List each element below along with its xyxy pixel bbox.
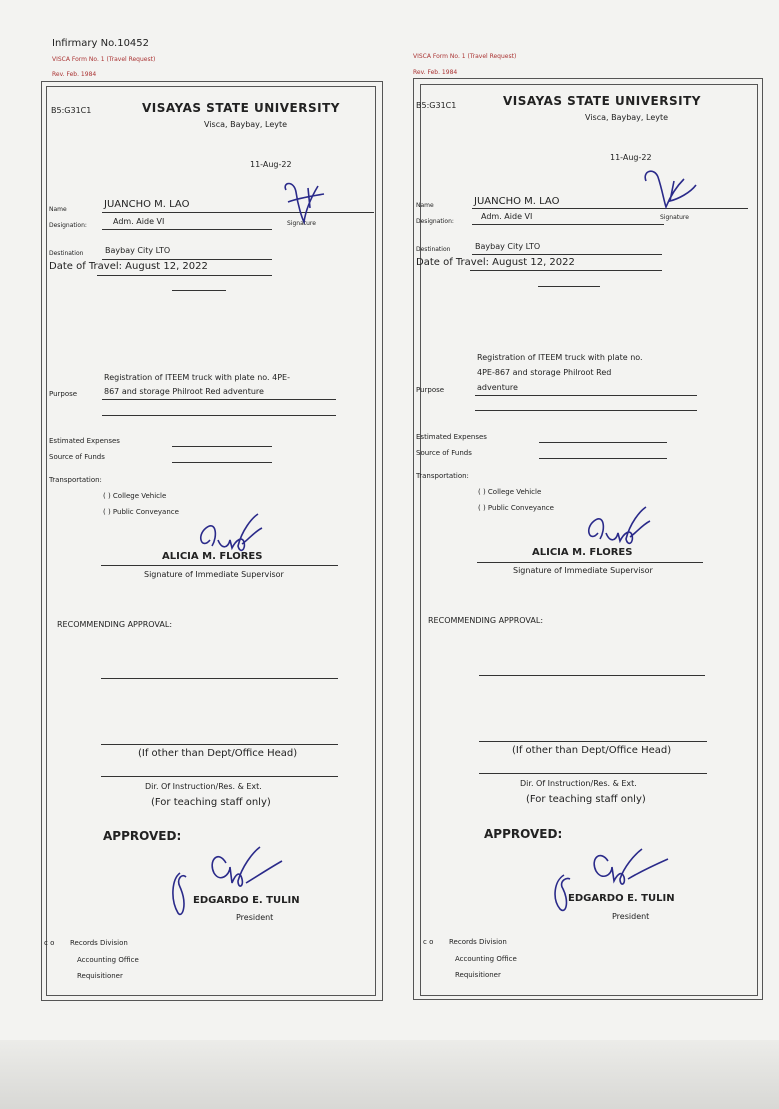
supervisor-name: ALICIA M. FLORES [532,547,633,558]
recommending-line [479,675,705,676]
college-vehicle-option: ( ) College Vehicle [478,488,542,496]
request-date: 11-Aug-22 [250,160,292,169]
destination-label: Destination [49,250,84,257]
teaching-staff-label: (For teaching staff only) [151,797,271,808]
transportation-label: Transportation: [416,472,469,480]
destination-label: Destination [416,246,451,253]
teaching-staff-label: (For teaching staff only) [526,794,646,805]
cc-label: c o [423,938,434,946]
cc-records: Records Division [70,939,128,947]
destination-value: Baybay City LTO [475,242,541,251]
supervisor-label: Signature of Immediate Supervisor [144,570,284,579]
designation-value: Adm. Aide VI [113,217,165,226]
dept-head-line [101,744,338,745]
blank-line [172,290,226,291]
expenses-line [172,446,272,447]
funds-line [539,458,667,459]
cc-records: Records Division [449,938,507,946]
purpose-line-2: 867 and storage Philroot Red adventure [104,387,264,396]
if-other-label: (If other than Dept/Office Head) [138,748,298,759]
designation-line [472,224,664,225]
name-line [102,212,374,213]
university-address: Visca, Baybay, Leyte [585,113,669,122]
public-conveyance-option: ( ) Public Conveyance [478,504,554,512]
purpose-label: Purpose [416,386,445,394]
public-conveyance-option: ( ) Public Conveyance [103,508,179,516]
designation-label: Designation: [49,222,87,229]
college-vehicle-option: ( ) College Vehicle [103,492,167,500]
request-date: 11-Aug-22 [610,153,652,162]
cc-requisitioner: Requisitioner [77,972,123,980]
recommending-approval: RECOMMENDING APPROVAL: [57,620,173,629]
university-name: VISAYAS STATE UNIVERSITY [503,94,701,108]
destination-line [102,259,272,260]
designation-value: Adm. Aide VI [481,212,533,221]
table-surface [0,1040,779,1109]
approved-label: APPROVED: [484,827,563,841]
signature-label: Signature [660,214,689,221]
purpose-line-1: Registration of ITEEM truck with plate no. [477,353,643,362]
funds-line [172,462,272,463]
cc-label: c o [44,939,55,947]
recommending-approval: RECOMMENDING APPROVAL: [428,616,544,625]
estimated-expenses-label: Estimated Expenses [49,437,120,445]
director-line [101,776,338,777]
supervisor-label: Signature of Immediate Supervisor [513,566,653,575]
cc-requisitioner: Requisitioner [455,971,501,979]
president-name: EDGARDO E. TULIN [568,893,675,904]
destination-value: Baybay City LTO [105,246,171,255]
form-number: VISCA Form No. 1 (Travel Request) [413,53,517,60]
purpose-label: Purpose [49,390,78,398]
purpose-line-3: adventure [477,383,518,392]
supervisor-name: ALICIA M. FLORES [162,551,263,562]
applicant-signature [640,165,700,215]
designation-label: Designation: [416,218,454,225]
name-label: Name [49,206,67,213]
if-other-label: (If other than Dept/Office Head) [512,745,672,756]
source-of-funds-label: Source of Funds [49,453,105,461]
cc-accounting: Accounting Office [77,956,139,964]
president-label: President [612,912,650,921]
date-of-travel: Date of Travel: August 12, 2022 [49,261,208,272]
director-label: Dir. Of Instruction/Res. & Ext. [520,779,637,788]
form-number: VISCA Form No. 1 (Travel Request) [52,56,156,63]
estimated-expenses-label: Estimated Expenses [416,433,487,441]
form-code: B5:G31C1 [51,106,92,115]
president-signature [168,843,298,923]
travel-date-line [97,275,272,276]
purpose-underline-1 [102,399,336,400]
destination-line [472,254,662,255]
president-name: EDGARDO E. TULIN [193,895,300,906]
approved-label: APPROVED: [103,829,182,843]
form-code: B5:G31C1 [416,101,457,110]
director-label: Dir. Of Instruction/Res. & Ext. [145,782,262,791]
expenses-line [539,442,667,443]
name-line [472,208,748,209]
cc-accounting: Accounting Office [455,955,517,963]
purpose-underline-1 [475,395,697,396]
recommending-line [101,678,338,679]
infirmary-number: Infirmary No.10452 [52,38,150,49]
university-name: VISAYAS STATE UNIVERSITY [142,101,340,115]
blank-line [538,286,600,287]
purpose-line-1: Registration of ITEEM truck with plate no. 4PE- [104,373,290,382]
transportation-label: Transportation: [49,476,102,484]
designation-line [102,229,272,230]
purpose-line-2: 4PE-867 and storage Philroot Red [477,368,612,377]
director-line [479,773,707,774]
purpose-underline-2 [102,415,336,416]
travel-date-line [470,270,662,271]
supervisor-line [101,565,338,566]
name-label: Name [416,202,434,209]
purpose-underline-2 [475,410,697,411]
name-value: JUANCHO M. LAO [474,196,560,207]
name-value: JUANCHO M. LAO [104,199,190,210]
signature-label: Signature [287,220,316,227]
president-signature [550,845,680,915]
form-revision: Rev. Feb. 1984 [413,69,458,76]
dept-head-line [479,741,707,742]
president-label: President [236,913,274,922]
date-of-travel: Date of Travel: August 12, 2022 [416,257,575,268]
applicant-signature [278,178,328,228]
supervisor-line [477,562,703,563]
form-revision: Rev. Feb. 1984 [52,71,97,78]
source-of-funds-label: Source of Funds [416,449,472,457]
university-address: Visca, Baybay, Leyte [204,120,288,129]
